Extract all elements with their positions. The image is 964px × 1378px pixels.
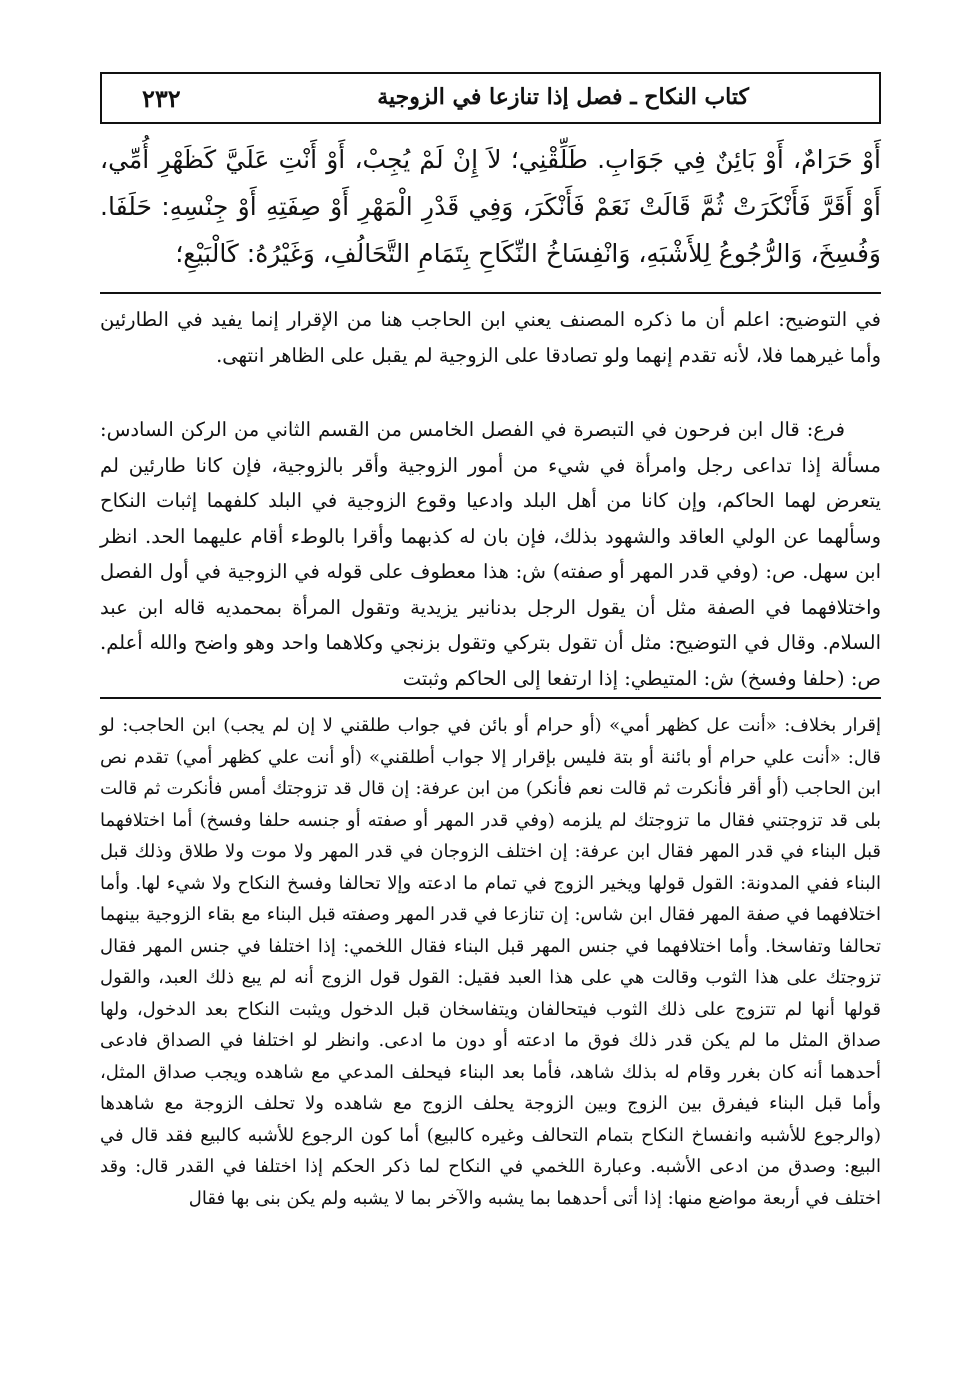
header-title: كتاب النكاح ـ فصل إذا تنازعا في الزوجية (377, 84, 749, 110)
divider-rule (100, 697, 881, 699)
footnote-text: إقرار بخلاف: «أنت عل كظهر أمي» (أو حرام أو بائن في جواب طلقني لا إن لم يجب) ابن الحاجب: لو قال: «أنت علي حرام أو بائنة أو بتة فليس بإقرار إلا جواب أطلقني» (أو أنت علي كظهر أمي) تقدم نص ابن الحاجب (أو أقر فأنكرت ثم قالت نعم فأنكر) من ابن عرفة: إن قال قد تزوجتك أمس فأنكرت ثم قالت بلى قد تزوجتني فقال ما تزوجتك لم يلزمه (وفي قدر المهر أو صفته أو جنسه حلفا وفسخ) أما اختلافهما قبل البناء في قدر المهر فقال ابن عرفة: إن اختلف الزوجان في قدر المهر ولا موت ولا طلاق وذلك قبل البناء ففي المدونة: القول قولها ويخير الزوج في تمام ما ادعته وإلا تحالفا وفسخ النكاح ولا شيء لها. وأما اختلافهما في صفة المهر فقال ابن شاس: إن تنازعا في قدر المهر وصفته قبل البناء مع بقاء الزوجية بينهما تحالفا وتفاسخا. وأما اختلافهما في جنس المهر قبل البناء فقال اللخمي: إذا اختلفا في جنس المهر فقال تزوجتك على هذا الثوب وقالت هي على هذا العبد فقيل: القول قول الزوج أنه لم يبع ذلك العبد، والقول قولها أنها لم تتزوج على ذلك الثوب فيتحالفان ويتفاسخان قبل الدخول ويثبت النكاح بعد الدخول، ولها صداق المثل ما لم يكن قدر ذلك فوق ما ادعته أو دون ما ادعى. وانظر لو اختلفا في الصداق فادعى أحدهما أنه كان بغرر وقام له بذلك شاهد، فأما بعد البناء فيحلف المدعي مع شاهده ويجب صداق المثل، وأما قبل البناء فيفرق بين الزوج وبين الزوجة يحلف الزوج مع شاهده ولا تحلف الزوجة مع شاهدها (والرجوع للأشبه وانفساخ النكاح بتمام التحالف وغيره كالبيع) أما كون الرجوع للأشبه كالبيع فقد قال في البيع: وصدق من ادعى الأشبه. وعبارة اللخمي في النكاح لما ذكر الحكم إذا اختلفا في القدر قال: وقد اختلف في أربعة مواضع منها: إذا أتى أحدهما بما يشبه والآخر بما لا يشبه ولم يكن بنى بها فقال (100, 715, 881, 1209)
commentary-paragraph: في التوضيح: اعلم أن ما ذكره المصنف يعني ابن الحاجب هنا من الإقرار إنما يفيد في الطارئين وأما غيرهما فلا، لأنه تقدم إنهما ولو تصادقا على الزوجية لم يقبل على الظاهر انتهى. (100, 308, 881, 367)
divider-rule (100, 292, 881, 294)
page-number: ٢٣٢ (142, 84, 181, 113)
running-header (100, 72, 881, 124)
commentary-paragraph: فرع: قال ابن فرحون في التبصرة في الفصل الخامس من القسم الثاني من الركن السادس: مسألة إذا تداعى رجل وامرأة في شيء من أمور الزوجية وأقر بالزوجية، فإن كانا طارئين لم يتعرض لهما الحاكم، وإن كانا من أهل البلد وادعيا وقوع الزوجية في البلد كلفهما إثبات النكاح وسألهما عن الولي العاقد والشهود بذلك، فإن بان له كذبهما وأقرا بالوطء أقام عليهما الحد. انظر ابن سهل. ص: (وفي قدر المهر أو صفته) ش: هذا معطوف على قوله في الزوجية في أول الفصل واختلافهما في الصفة مثل أن يقول الرجل بدنانير يزيدية وتقول المرأة بمحمديه قاله ابن عبد السلام. وقال في التوضيح: مثل أن تقول بتركي وتقول بزنجي وكلاهما واحد وهو واضح والله أعلم. ص: (حلفا وفسخ) ش: المتيطي: إذا ارتفعا إلى الحاكم وثبتت (100, 418, 881, 690)
main-text: أَوْ حَرَامٌ، أَوْ بَائِنٌ فِي جَوَابِ. طَلِّقْنِي؛ لاَ إِنْ لَمْ يُجِبْ، أَوْ أَنْتِ عَلَيَّ كَظَهْرِ أُمِّي، أَوْ أَقَرَّ فَأَنْكَرَتْ ثُمَّ قَالَتْ نَعَمْ فَأَنْكَرَ، وَفِي قَدْرِ الْمَهْرِ أَوْ صِفَتِهِ أَوْ جِنْسِهِ: حَلَفَا. وَفُسِخَ، وَالرُّجُوعُ لِلأَشْبَهِ، وَانْفِسَاخُ النِّكَاحِ بِتَمَامِ التَّحَالُفِ، وَغَيْرُهُ: كَالْبَيْعِ؛ (100, 145, 881, 268)
